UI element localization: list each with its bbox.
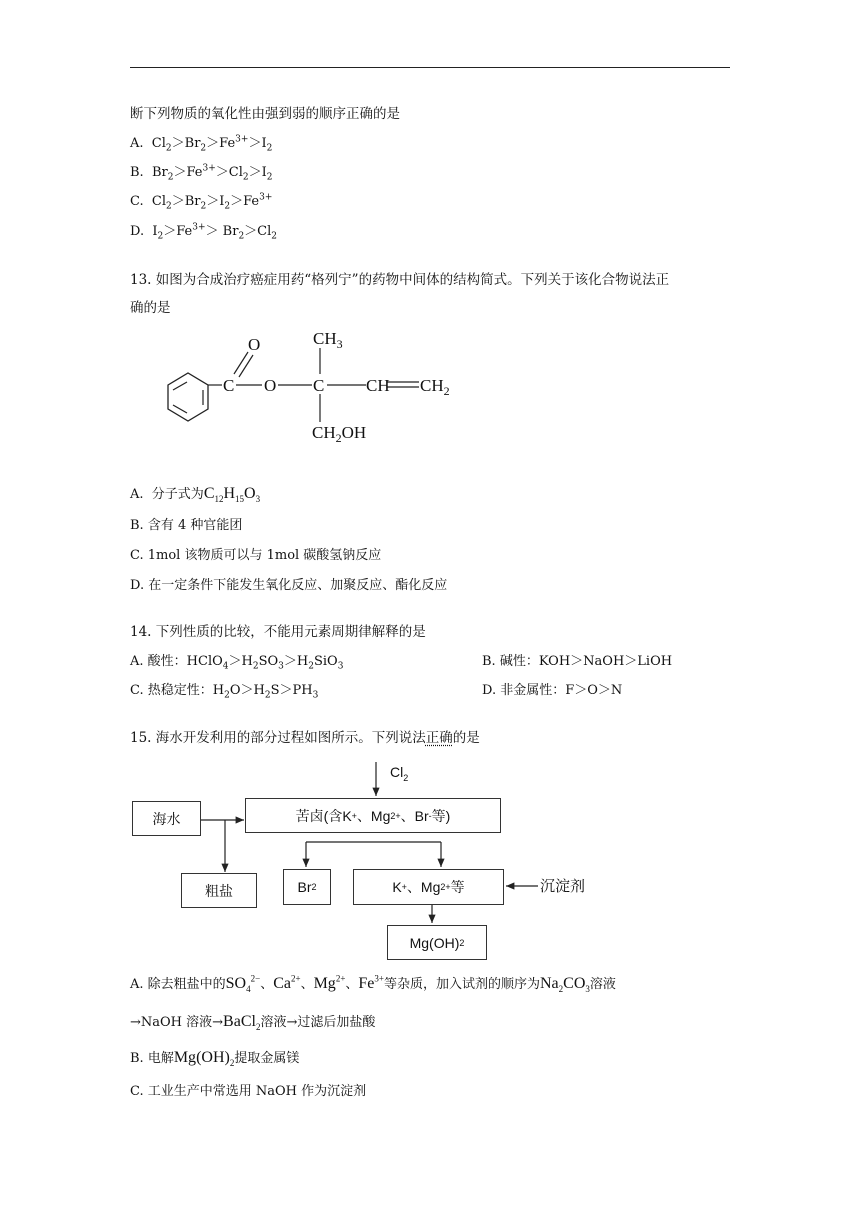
q12-stem: 断下列物质的氧化性由强到弱的顺序正确的是 [130, 106, 400, 122]
q15-option-a-line1: A. 除去粗盐中的$SO_4^{2-}$、$Ca^{2+}$、$Mg^{2+}$、$Fe^{3+}$等杂质，加入试剂的顺序为$Na_2CO_3$溶液 [130, 973, 616, 995]
q13-option-b: B. 含有 4 种官能团 [130, 518, 243, 533]
flow-box-br2: Br 2 [283, 869, 331, 905]
q15-stem: 15. 海水开发利用的部分过程如图所示。下列说法正确的是 [130, 730, 480, 746]
q12-option-b: B. $Br_2>Fe^{3+}>Cl_2>I_2$ [130, 163, 273, 183]
q14-option-c: C. 热稳定性：$H_2O>H_2S>PH_3$ [130, 683, 319, 701]
atom-c-quaternary: C [313, 376, 325, 395]
q13-option-a: A. 分子式为$C_{12}H_{15}O_3$ [130, 485, 261, 505]
atom-o-ester: O [264, 376, 277, 395]
q12-option-c: C. $Cl_2>Br_2>I_2>Fe^{3+}$ [130, 192, 273, 212]
q13-option-c: C. 1mol 该物质可以与 1mol 碳酸氢钠反应 [130, 548, 382, 563]
group-ch2oh: $CH_2OH$ [312, 423, 367, 445]
flow-box-k-mg: K + 、Mg 2+ 等 [353, 869, 504, 905]
q14-option-a: A. 酸性：$HClO_4>H_2SO_3>H_2SiO_3$ [130, 654, 344, 672]
flow-cl2-label: $Cl_2$ [390, 764, 409, 783]
flow-box-mgoh2: Mg(OH) 2 [387, 925, 487, 960]
q15-option-c: C. 工业生产中常选用 NaOH 作为沉淀剂 [130, 1084, 367, 1099]
q15-option-a-line2: →NaOH 溶液→BaCl$_2$溶液→过滤后加盐酸 [130, 1013, 376, 1033]
flow-box-salt: 粗盐 [181, 873, 257, 908]
q12-option-d: D. $I_2>Fe^{3+}> Br_2>Cl_2$ [130, 222, 278, 242]
q12-option-a: A. $Cl_2>Br_2>Fe^{3+}>I_2$ [130, 134, 273, 154]
flow-box-seawater: 海水 [132, 801, 201, 836]
atom-o-carbonyl: O [248, 335, 261, 354]
q15-option-b: B. 电解$Mg(OH)_2$提取金属镁 [130, 1049, 300, 1069]
q13-stem-line2: 确的是 [130, 300, 171, 316]
atom-c-carbonyl: C [223, 376, 235, 395]
flow-box-brine: 苦卤(含K + 、Mg 2+ 、Br - 等) [245, 798, 501, 833]
flow-precipitant-label: 沉淀剂 [540, 877, 586, 895]
q13-stem-line1: 13. 如图为合成治疗癌症用药“格列宁”的药物中间体的结构简式。下列关于该化合物说法正 [130, 272, 670, 288]
q14-stem: 14. 下列性质的比较，不能用元素周期律解释的是 [130, 624, 426, 640]
group-ch3: $CH_3$ [313, 329, 343, 351]
group-ch: CH [366, 376, 390, 395]
q13-option-d: D. 在一定条件下能发生氧化反应、加聚反应、酯化反应 [130, 578, 448, 593]
group-ch2: $CH_2$ [420, 376, 450, 398]
q14-option-d: D. 非金属性：F＞O＞N [482, 683, 623, 698]
q14-option-b: B. 碱性：KOH＞NaOH＞LiOH [482, 654, 673, 669]
